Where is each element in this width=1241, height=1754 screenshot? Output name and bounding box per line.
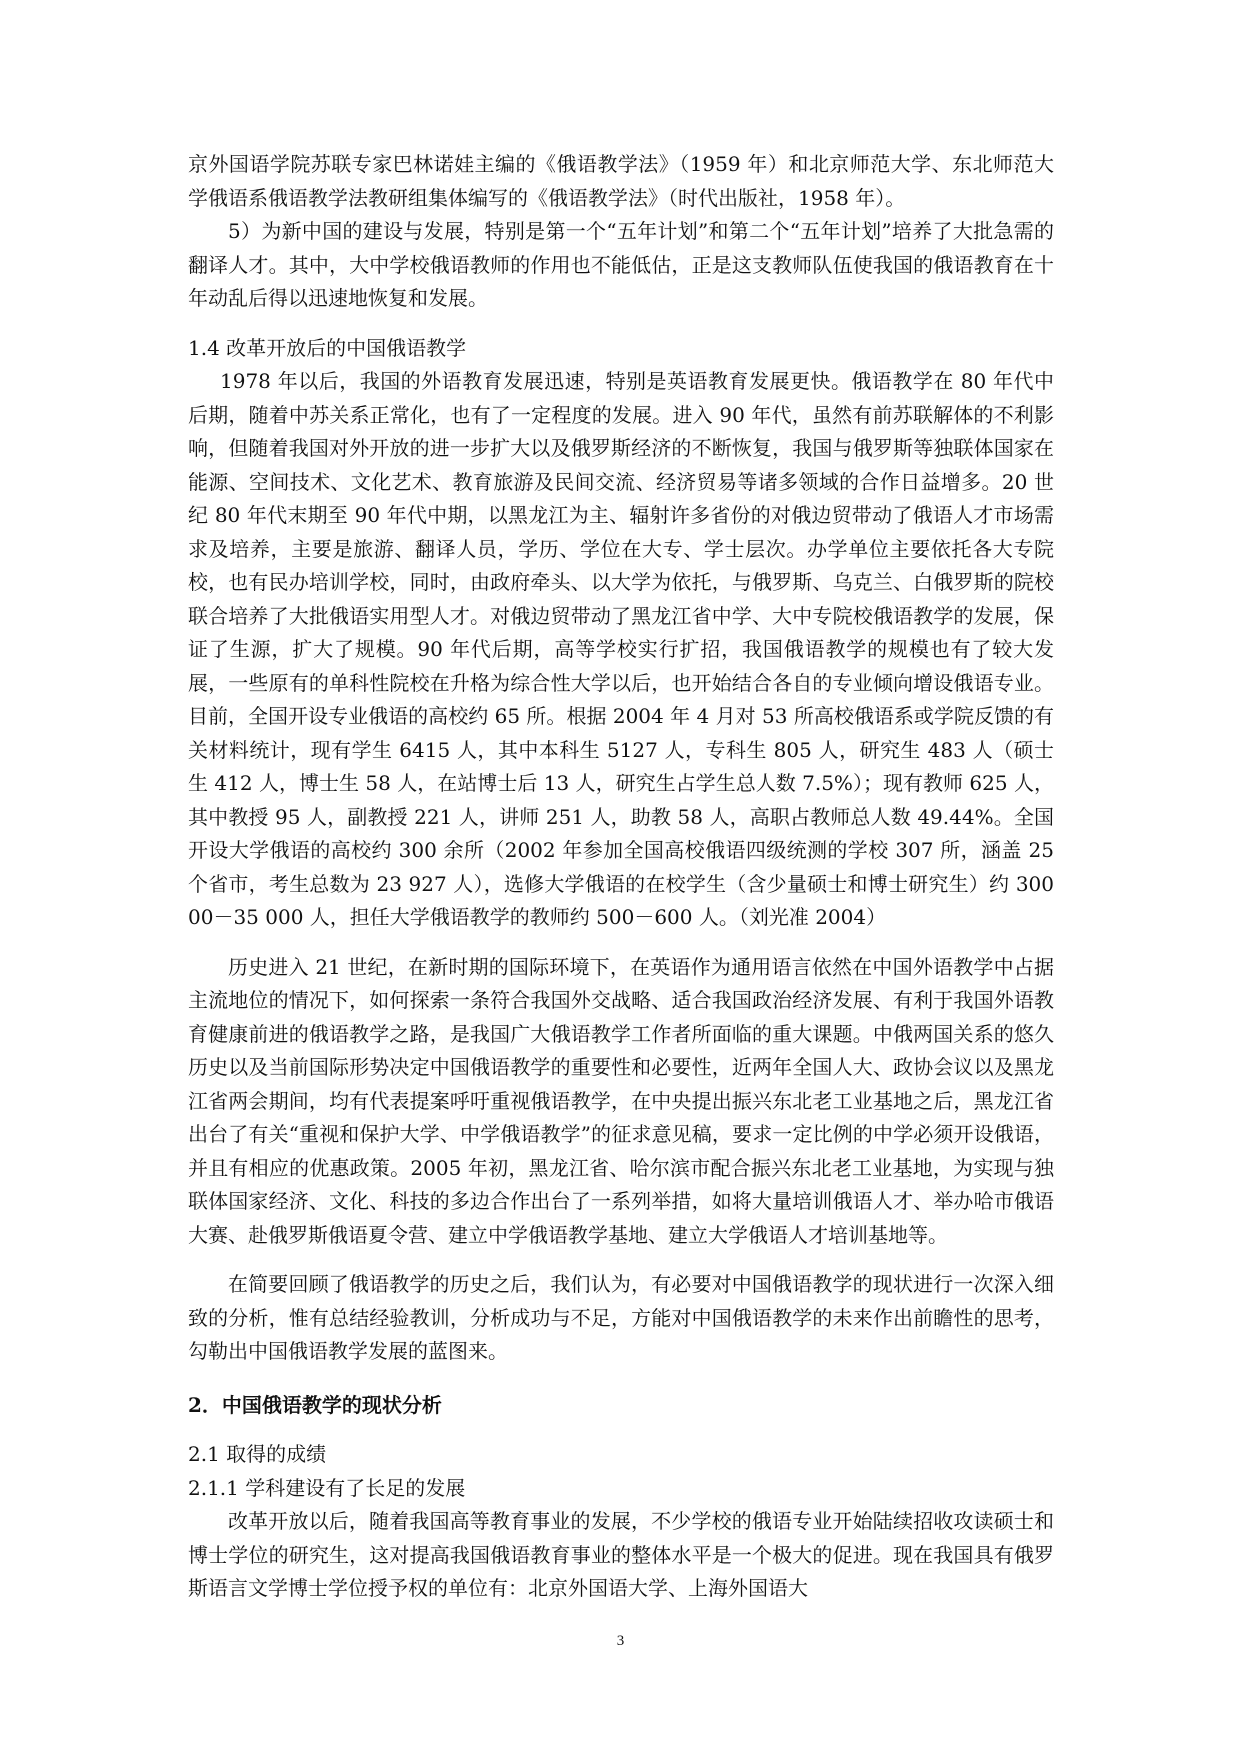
paragraph-21st-century: 历史进入 21 世纪，在新时期的国际环境下，在英语作为通用语言依然在中国外语教学中占据主流地位的情况下，如何探索一条符合我国外交战略、适合我国政治经济发展、有利于我国外语教育健康前进的俄语教学之路，是我国广大俄语教学工作者所面临的重大课题。中俄两国关系的悠久历史以及当前国际形势决定中国俄语教学的重要性和必要性，近两年全国人大、政协会议以及黑龙江省两会期间，均有代表提案呼吁重视俄语教学，在中央提出振兴东北老工业基地之后，黑龙江省出台了有关“重视和保护大学、中学俄语教学”的征求意见稿，要求一定比例的中学必须开设俄语，并且有相应的优惠政策。2005 年初，黑龙江省、哈尔滨市配合振兴东北老工业基地，为实现与独联体国家经济、文化、科技的多边合作出台了一系列举措，如将大量培训俄语人才、举办哈市俄语大赛、赴俄罗斯俄语夏令营、建立中学俄语教学基地、建立大学俄语人才培训基地等。 <box>188 954 1054 1247</box>
section-heading-1-4: 1.4 改革开放后的中国俄语教学 <box>188 335 467 360</box>
paragraph-discipline: 改革开放以后，随着我国高等教育事业的发展，不少学校的俄语专业开始陆续招收攻读硕士和博士学位的研究生，这对提高我国俄语教育事业的整体水平是一个极大的促进。现在我国具有俄罗斯语言文学博士学位授予权的单位有：北京外国语大学、上海外国语大 <box>188 1509 1054 1600</box>
section-heading-2-1-1: 2.1.1 学科建设有了长足的发展 <box>188 1475 466 1500</box>
paragraph-point-5: 5）为新中国的建设与发展，特别是第一个“五年计划”和第二个“五年计划”培养了大批急需的翻译人才。其中，大中学校俄语教师的作用也不能低估，正是这支教师队伍使我国的俄语教育在十年动乱后得以迅速地恢复和发展。 <box>188 219 1054 310</box>
page-number: 3 <box>616 1633 625 1649</box>
section-heading-2: 2．中国俄语教学的现状分析 <box>188 1392 442 1417</box>
paragraph-continued: 京外国语学院苏联专家巴林诺娃主编的《俄语教学法》（1959 年）和北京师范大学、东北师范大学俄语系俄语教学法教研组集体编写的《俄语教学法》（时代出版社，1958 年）。 <box>188 152 1054 210</box>
page-body <box>188 148 1054 1606</box>
paragraph-reform-era: 1978 年以后，我国的外语教育发展迅速，特别是英语教育发展更快。俄语教学在 80 年代中后期，随着中苏关系正常化，也有了一定程度的发展。进入 90 年代，虽然有前苏联解体的不利影响，但随着我国对外开放的进一步扩大以及俄罗斯经济的不断恢复，我国与俄罗斯等独联体国家在能源、空间技术、文化艺术、教育旅游及民间交流、经济贸易等诸多领域的合作日益增多。20 世纪 80 年代末期至 90 年代中期，以黑龙江为主、辐射许多省份的对俄边贸带动了俄语人才市场需求及培养，主要是旅游、翻译人员，学历、学位在大专、学士层次。办学单位主要依托各大专院校，也有民办培训学校，同时，由政府牵头、以大学为依托，与俄罗斯、乌克兰、白俄罗斯的院校联合培养了大批俄语实用型人才。对俄边贸带动了黑龙江省中学、大中专院校俄语教学的发展，保证了生源，扩大了规模。90 年代后期，高等学校实行扩招，我国俄语教学的规模也有了较大发展，一些原有的单科性院校在升格为综合性大学以后，也开始结合各自的专业倾向增设俄语专业。目前，全国开设专业俄语的高校约 65 所。根据 2004 年 4 月对 53 所高校俄语系或学院反馈的有关材料统计，现有学生 6415 人，其中本科生 5127 人，专科生 805 人，研究生 483 人（硕士生 412 人，博士生 58 人，在站博士后 13 人，研究生占学生总人数 7.5%）；现有教师 625 人，其中教授 95 人，副教授 221 人，讲师 251 人，助教 58 人，高职占教师总人数 49.44%。全国开设大学俄语的高校约 300 余所（2002 年参加全国高校俄语四级统测的学校 307 所，涵盖 25 个省市，考生总数为 23 927 人），选修大学俄语的在校学生（含少量硕士和博士研究生）约 30000－35 000 人，担任大学俄语教学的教师约 500－600 人。（刘光准 2004） <box>188 369 1054 929</box>
section-heading-2-1: 2.1 取得的成绩 <box>188 1442 327 1466</box>
paragraph-summary: 在简要回顾了俄语教学的历史之后，我们认为，有必要对中国俄语教学的现状进行一次深入细致的分析，惟有总结经验教训，分析成功与不足，方能对中国俄语教学的未来作出前瞻性的思考，勾勒出中国俄语教学发展的蓝图来。 <box>188 1272 1054 1363</box>
